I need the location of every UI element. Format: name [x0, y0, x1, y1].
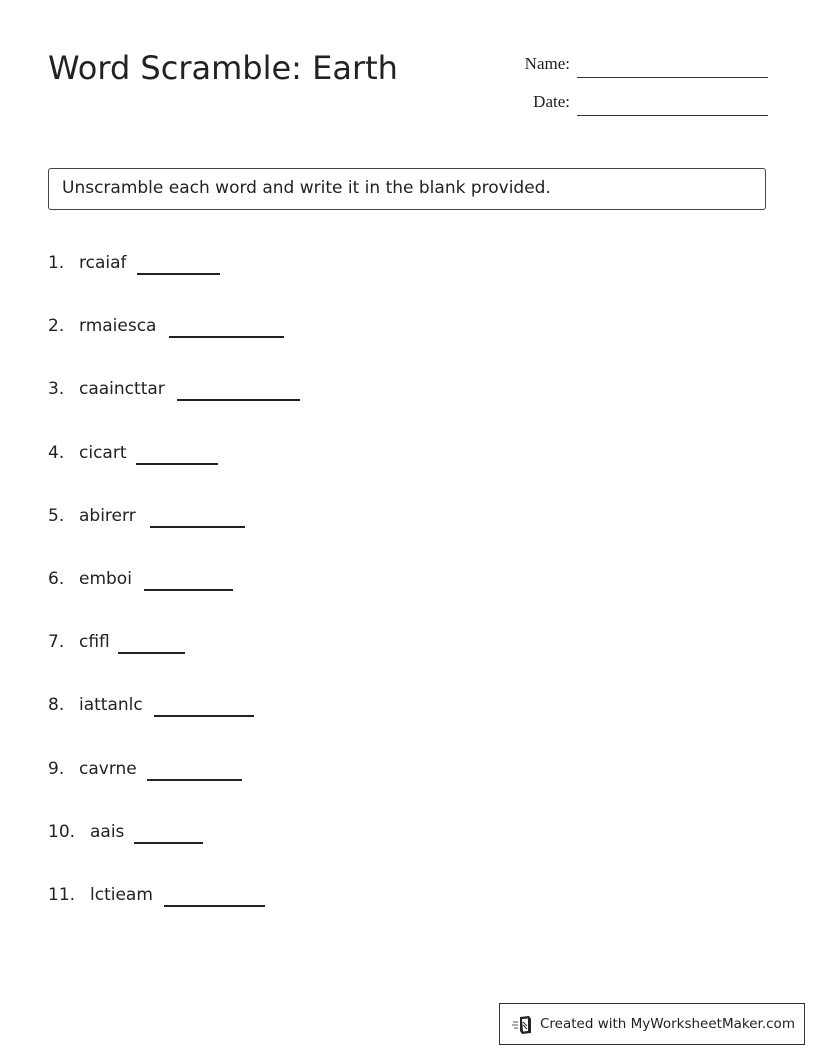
scrambled-word: iattanlc [79, 695, 143, 715]
date-field [500, 92, 570, 114]
date-label: Date: [533, 92, 570, 111]
scrambled-word: cavrne [79, 759, 137, 779]
name-label: Name: [524, 54, 570, 73]
item-number: 4. [48, 443, 65, 463]
scrambled-word: emboi [79, 569, 132, 589]
item-number: 6. [48, 569, 65, 589]
scrambled-word: caaincttar [79, 379, 165, 399]
item-number: 8. [48, 695, 65, 715]
name-input-line[interactable] [577, 77, 768, 78]
item-number: 10. [48, 822, 76, 842]
scrambled-word: rcaiaf [79, 253, 127, 273]
scrambled-word: abirerr [79, 506, 136, 526]
answer-blank[interactable] [137, 273, 220, 275]
answer-blank[interactable] [134, 842, 203, 844]
scrambled-word: cicart [79, 443, 127, 463]
footer-credit[interactable] [499, 1003, 805, 1045]
footer-text: Created with MyWorksheetMaker.com [540, 1016, 795, 1032]
item-number: 3. [48, 379, 65, 399]
answer-blank[interactable] [147, 779, 242, 781]
answer-blank[interactable] [169, 336, 284, 338]
scrambled-word: cfifl [79, 632, 110, 652]
worksheet-logo-icon [512, 1014, 534, 1036]
item-number: 1. [48, 253, 65, 273]
name-field [500, 54, 570, 76]
answer-blank[interactable] [177, 399, 300, 401]
item-number: 5. [48, 506, 65, 526]
answer-blank[interactable] [136, 463, 218, 465]
answer-blank[interactable] [164, 905, 265, 907]
item-number: 9. [48, 759, 65, 779]
instructions-box [48, 168, 766, 210]
item-number: 7. [48, 632, 65, 652]
item-number: 2. [48, 316, 65, 336]
answer-blank[interactable] [150, 526, 245, 528]
page-title: Word Scramble: Earth [48, 49, 398, 87]
answer-blank[interactable] [118, 652, 185, 654]
date-input-line[interactable] [577, 115, 768, 116]
item-number: 11. [48, 885, 76, 905]
scrambled-word: aais [90, 822, 125, 842]
scrambled-word: lctieam [90, 885, 153, 905]
instructions-text: Unscramble each word and write it in the blank provided. [62, 178, 551, 198]
scrambled-word: rmaiesca [79, 316, 157, 336]
answer-blank[interactable] [154, 715, 254, 717]
answer-blank[interactable] [144, 589, 233, 591]
